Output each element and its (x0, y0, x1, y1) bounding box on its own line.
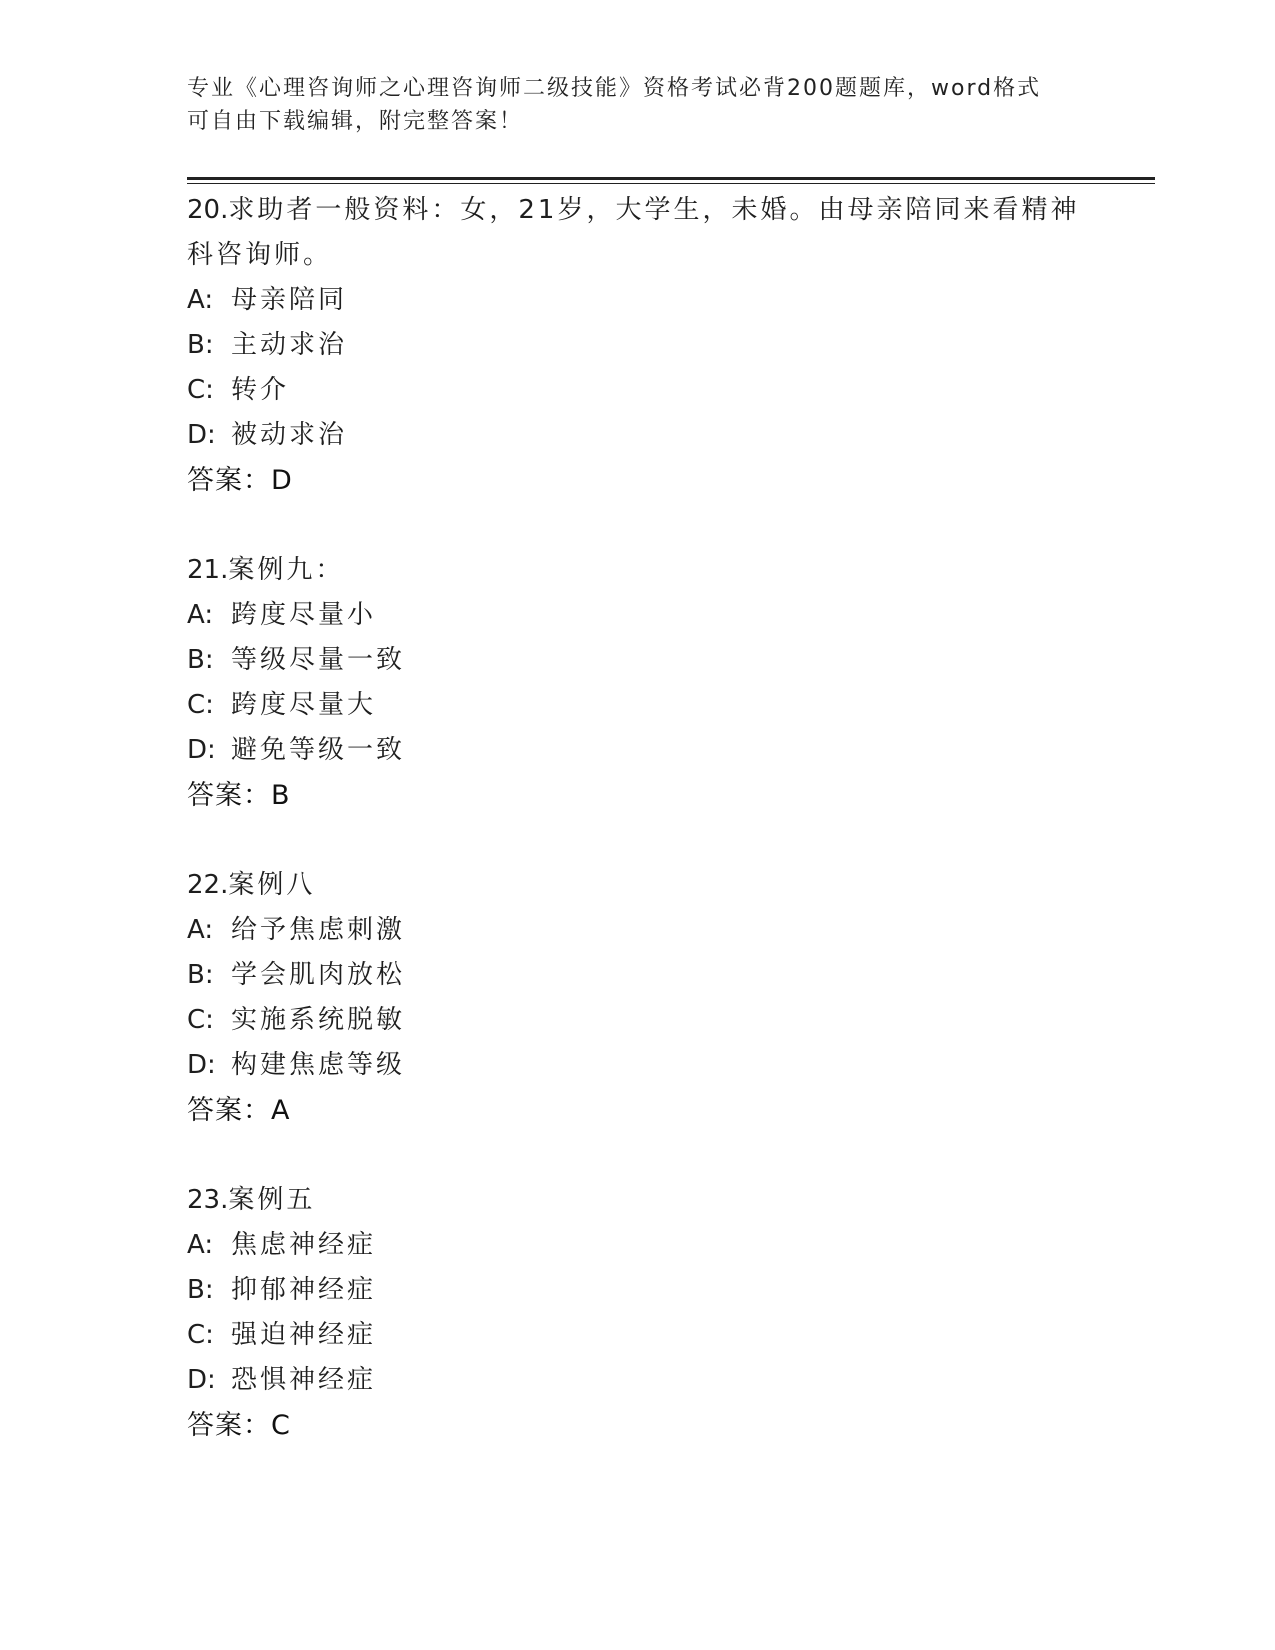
question-20 (187, 188, 1107, 503)
answer-label: 答案： (187, 780, 271, 811)
question-22 (187, 863, 1107, 1133)
option-c (187, 1313, 1107, 1358)
question-stem (187, 1178, 1107, 1223)
option-b (187, 323, 1107, 368)
option-a (187, 593, 1107, 638)
option-text: 抑郁神经症 (231, 1275, 377, 1305)
option-b (187, 638, 1107, 683)
option-a (187, 1223, 1107, 1268)
option-text: 母亲陪同 (231, 285, 348, 315)
question-text: 案例五 (228, 1185, 316, 1215)
option-text: 避免等级一致 (231, 735, 406, 765)
option-c (187, 683, 1107, 728)
option-key: B: (187, 960, 214, 990)
question-stem (187, 188, 1107, 278)
question-21 (187, 548, 1107, 818)
option-key: A: (187, 600, 214, 630)
question-stem (187, 548, 1107, 593)
question-stem (187, 863, 1107, 908)
question-text: 案例九： (228, 555, 345, 585)
option-key: C: (187, 1320, 214, 1350)
answer-label: 答案： (187, 1410, 271, 1441)
option-key: D: (187, 420, 216, 450)
answer-line (187, 458, 1107, 503)
question-text: 求助者一般资料：女，21岁，大学生，未婚。由母亲陪同来看精神科咨询师。 (187, 195, 1080, 270)
option-text: 等级尽量一致 (231, 645, 406, 675)
option-key: C: (187, 375, 214, 405)
question-list (187, 188, 1107, 1493)
option-text: 跨度尽量大 (231, 690, 377, 720)
header-line-1: 专业《心理咨询师之心理咨询师二级技能》资格考试必背200题题库，word格式 (187, 76, 1042, 101)
answer-label: 答案： (187, 465, 271, 496)
option-d (187, 1358, 1107, 1403)
question-number: 21. (187, 555, 229, 585)
option-b (187, 1268, 1107, 1313)
option-c (187, 368, 1107, 413)
header-divider-thick (187, 177, 1155, 180)
question-number: 22. (187, 870, 229, 900)
option-text: 给予焦虑刺激 (231, 915, 406, 945)
option-text: 跨度尽量小 (231, 600, 377, 630)
answer-value: D (271, 465, 293, 496)
answer-line (187, 1403, 1107, 1448)
question-number: 23. (187, 1185, 229, 1215)
question-number: 20. (187, 195, 229, 225)
option-key: D: (187, 1365, 216, 1395)
option-a (187, 278, 1107, 323)
option-key: C: (187, 690, 214, 720)
option-text: 转介 (231, 375, 290, 405)
option-text: 强迫神经症 (231, 1320, 377, 1350)
option-text: 构建焦虑等级 (231, 1050, 406, 1080)
option-d (187, 1043, 1107, 1088)
option-key: B: (187, 330, 214, 360)
header-line-2: 可自由下载编辑，附完整答案！ (187, 109, 524, 134)
option-c (187, 998, 1107, 1043)
option-text: 恐惧神经症 (231, 1365, 377, 1395)
option-text: 主动求治 (231, 330, 348, 360)
answer-value: B (271, 780, 291, 811)
option-key: B: (187, 1275, 214, 1305)
option-d (187, 413, 1107, 458)
question-23 (187, 1178, 1107, 1448)
option-a (187, 908, 1107, 953)
header-divider-thin (187, 183, 1155, 184)
document-header (187, 72, 1087, 138)
answer-label: 答案： (187, 1095, 271, 1126)
option-b (187, 953, 1107, 998)
option-key: D: (187, 735, 216, 765)
answer-line (187, 1088, 1107, 1133)
option-key: A: (187, 285, 214, 315)
answer-value: C (271, 1410, 291, 1441)
option-d (187, 728, 1107, 773)
option-text: 焦虑神经症 (231, 1230, 377, 1260)
option-key: B: (187, 645, 214, 675)
question-text: 案例八 (228, 870, 316, 900)
option-key: A: (187, 1230, 214, 1260)
answer-value: A (271, 1095, 291, 1126)
option-key: D: (187, 1050, 216, 1080)
option-text: 学会肌肉放松 (231, 960, 406, 990)
answer-line (187, 773, 1107, 818)
option-text: 实施系统脱敏 (231, 1005, 406, 1035)
option-text: 被动求治 (231, 420, 348, 450)
option-key: C: (187, 1005, 214, 1035)
option-key: A: (187, 915, 214, 945)
